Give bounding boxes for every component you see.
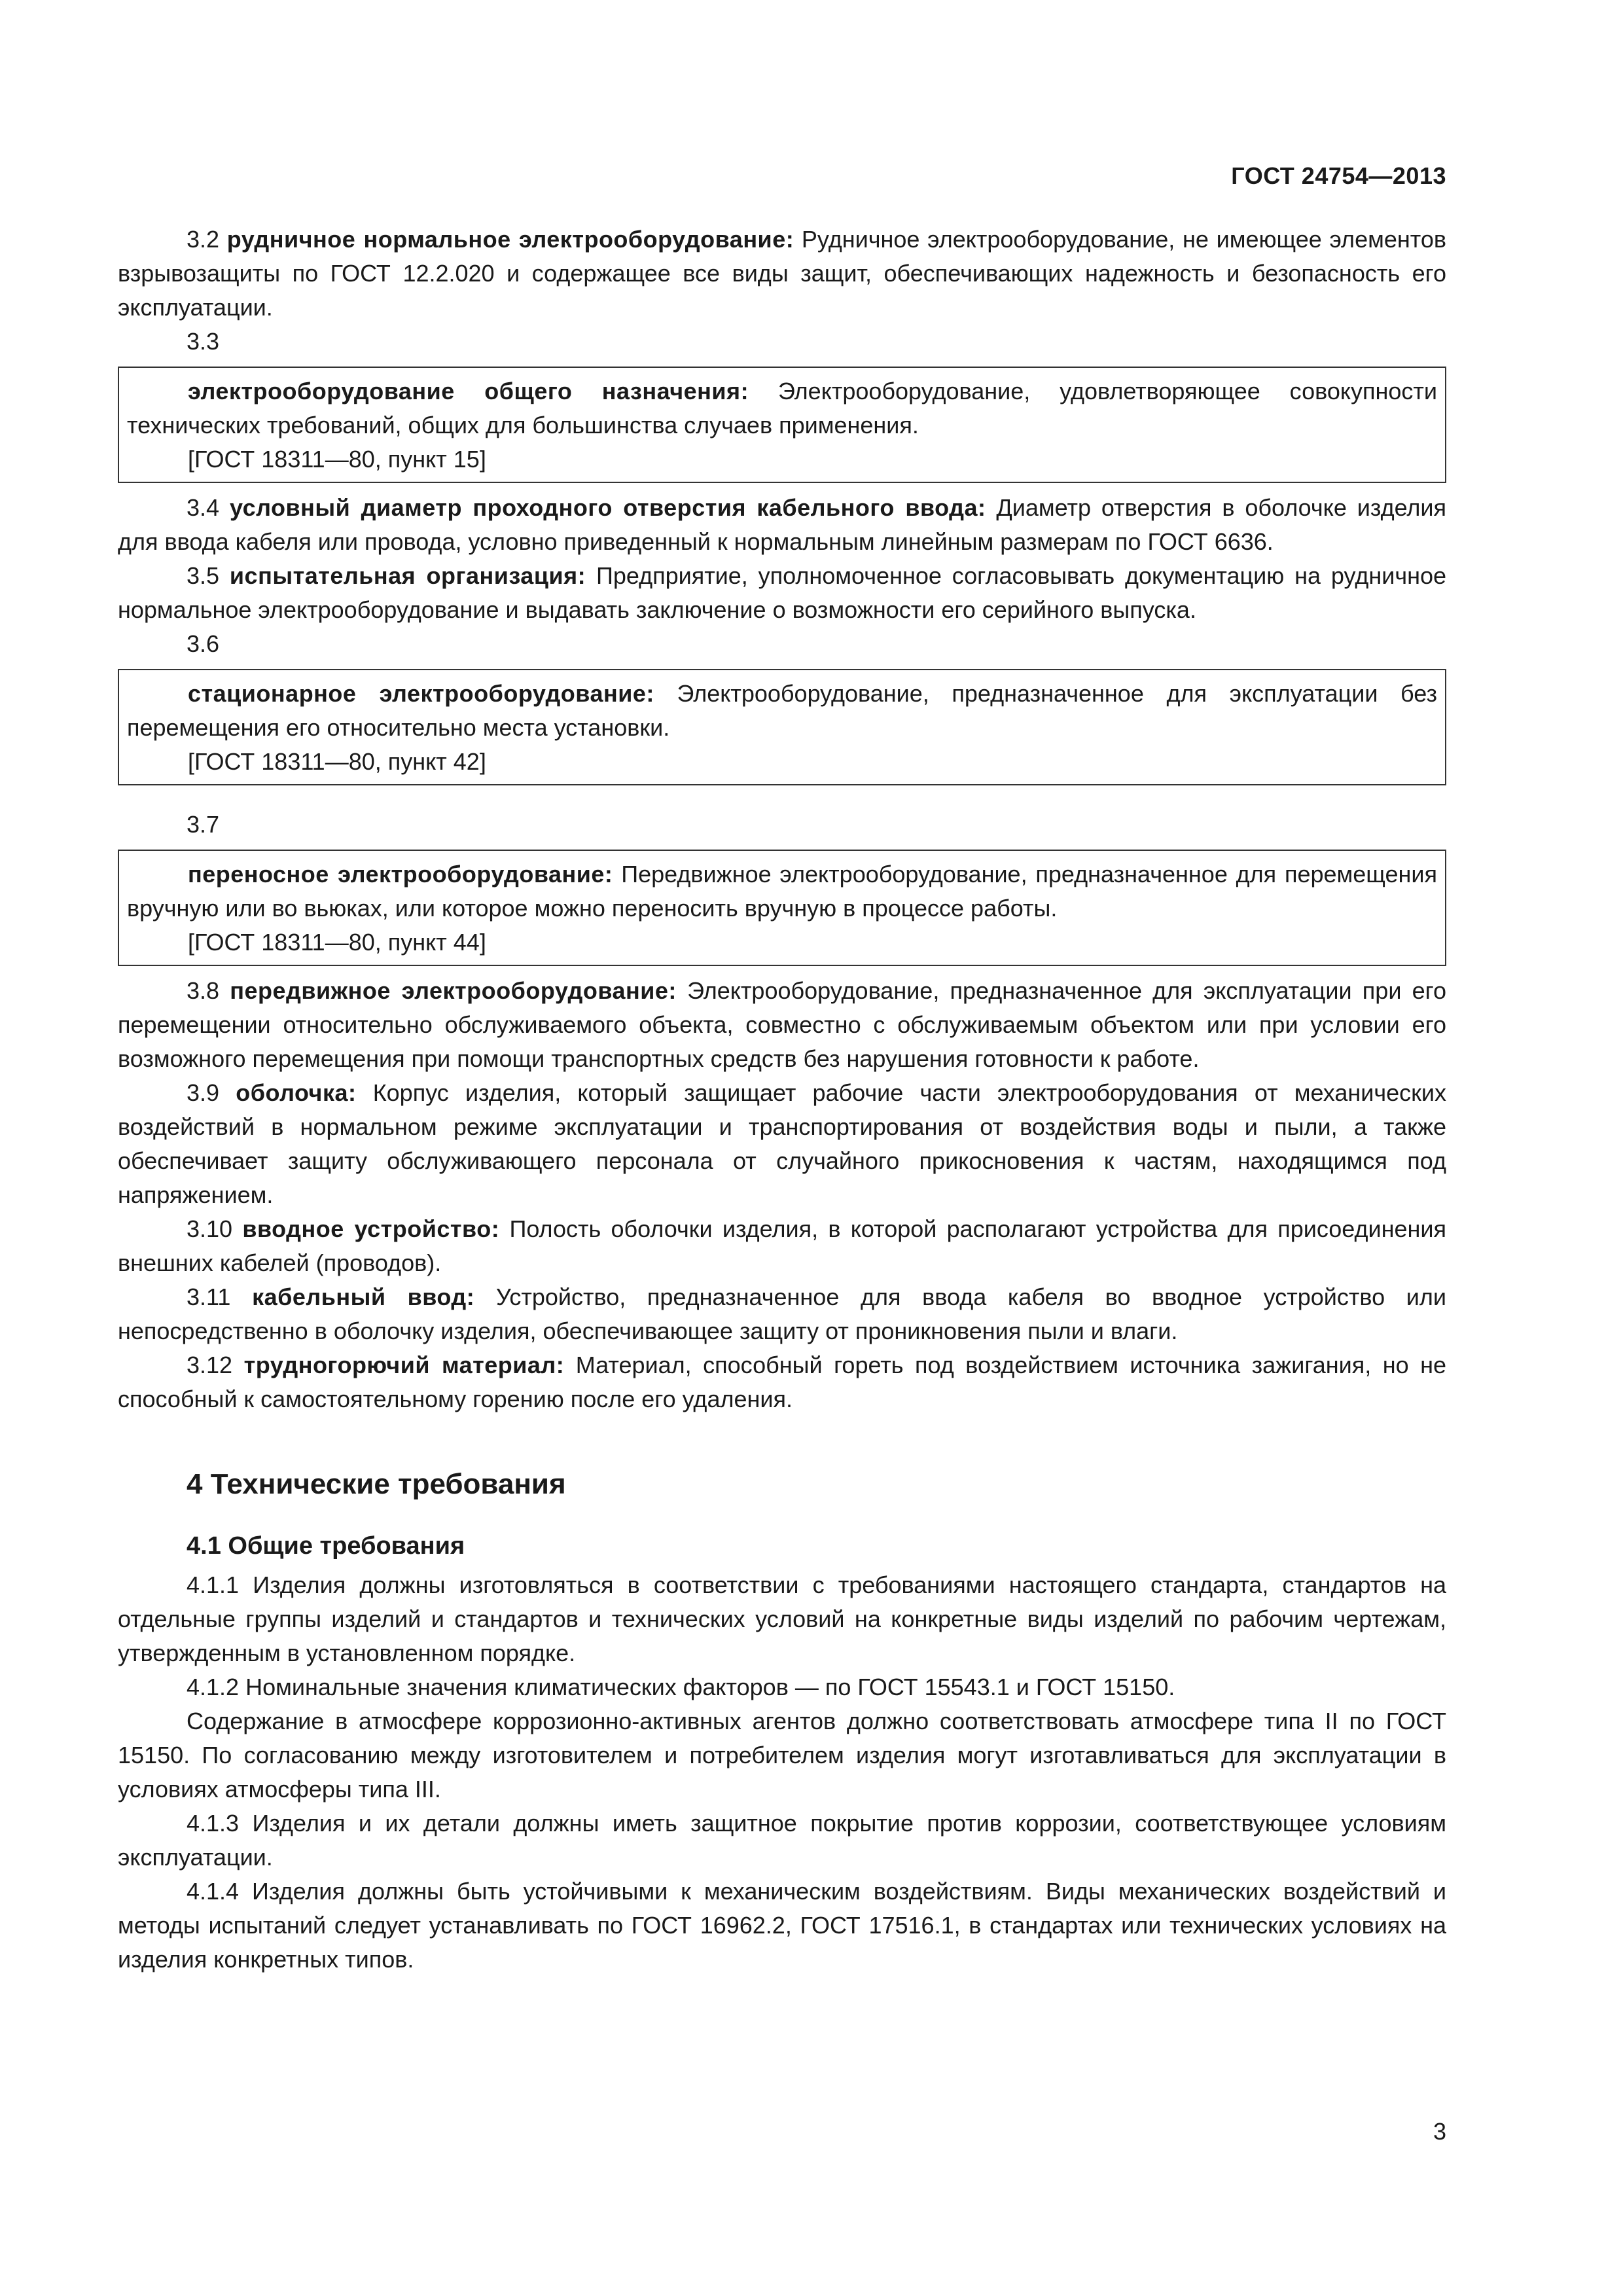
definition-3-7 bbox=[127, 857, 1437, 925]
definition-number: 3.9 bbox=[187, 1079, 220, 1106]
definition-source: [ГОСТ 18311—80, пункт 44] bbox=[188, 929, 486, 956]
section-title: 4 Технические требования bbox=[187, 1468, 566, 1500]
definition-source: [ГОСТ 18311—80, пункт 15] bbox=[188, 446, 486, 473]
document-body bbox=[118, 223, 1446, 1977]
definition-number-3-7: 3.7 bbox=[187, 811, 220, 838]
definition-number-3-3: 3.3 bbox=[187, 328, 220, 355]
definition-term: испытательная организация: bbox=[229, 562, 586, 589]
paragraph-4-1-4: 4.1.4 Изделия должны быть устойчивыми к механическим воздействиям. Виды механических воздействий и методы испытаний следует устанавливать по ГОСТ 16962.2, ГОСТ 17516.1, в стандартах или технических условиях на изделия конкретных типов. bbox=[118, 1878, 1446, 1973]
subsection-title: 4.1 Общие требования bbox=[187, 1532, 465, 1560]
definition-3-3 bbox=[127, 374, 1437, 442]
definition-text: Передвижное электрооборудование, предназначенное для перемещения вручную или во вьюках, или которое можно переносить вручную в процессе работы. bbox=[127, 861, 1438, 922]
definition-number: 3.11 bbox=[187, 1283, 231, 1310]
definition-box-3-6 bbox=[118, 669, 1446, 785]
definition-3-5 bbox=[118, 559, 1446, 627]
definition-text: Рудничное электрооборудование, не имеющее элементов взрывозащиты по ГОСТ 12.2.020 и содержащее все виды защит, обеспечивающих надежность и безопасность его эксплуатации. bbox=[118, 226, 1446, 321]
definition-term: условный диаметр проходного отверстия кабельного ввода: bbox=[229, 494, 986, 521]
definition-text: Устройство, предназначенное для ввода кабеля во вводное устройство или непосредственно в оболочку изделия, обеспечивающее защиту от проникновения пыли и влаги. bbox=[118, 1283, 1446, 1344]
definition-term: переносное электрооборудование: bbox=[188, 861, 613, 888]
paragraph-4-1-2: 4.1.2 Номинальные значения климатических факторов — по ГОСТ 15543.1 и ГОСТ 15150. bbox=[187, 1674, 1175, 1700]
definition-box-3-3 bbox=[118, 367, 1446, 483]
definition-term: передвижное электрооборудование: bbox=[230, 977, 677, 1004]
definition-text: Предприятие, уполномоченное согласовывать документацию на рудничное нормальное электрооборудование и выдавать заключение о возможности его серийного выпуска. bbox=[118, 562, 1446, 623]
definition-3-2 bbox=[118, 223, 1446, 325]
definition-term: электрооборудование общего назначения: bbox=[188, 378, 749, 404]
definition-term: рудничное нормальное электрооборудование: bbox=[226, 226, 794, 253]
definition-3-4 bbox=[118, 491, 1446, 559]
paragraph-4-1-2-continued: Содержание в атмосфере коррозионно-активных агентов должно соответствовать атмосфере типа II по ГОСТ 15150. По согласованию между изготовителем и потребителем изделия могут изготавливаться для эксплуатации в условиях атмосферы типа III. bbox=[118, 1708, 1446, 1803]
definition-term: трудногорючий материал: bbox=[243, 1352, 565, 1378]
definition-3-10 bbox=[118, 1212, 1446, 1280]
definition-3-9 bbox=[118, 1076, 1446, 1212]
definition-term: оболочка: bbox=[236, 1079, 357, 1106]
definition-number: 3.8 bbox=[187, 977, 220, 1004]
definition-3-8 bbox=[118, 974, 1446, 1076]
definition-number: 3.4 bbox=[187, 494, 220, 521]
definition-text: Электрооборудование, предназначенное для эксплуатации при его перемещении относительно обслуживаемого объекта, совместно с обслуживаемым объектом или при условии его возможного перемещения при помощи транспортных средств без нарушения готовности к работе. bbox=[118, 977, 1446, 1072]
definition-text: Электрооборудование, предназначенное для эксплуатации без перемещения его относительно места установки. bbox=[127, 680, 1438, 741]
definition-3-11 bbox=[118, 1280, 1446, 1348]
paragraph-4-1-3: 4.1.3 Изделия и их детали должны иметь защитное покрытие против коррозии, соответствующее условиям эксплуатации. bbox=[118, 1810, 1446, 1871]
definition-number: 3.2 bbox=[187, 226, 220, 253]
document-code-header: ГОСТ 24754—2013 bbox=[1231, 162, 1446, 189]
definition-3-12 bbox=[118, 1348, 1446, 1416]
definition-number: 3.10 bbox=[187, 1215, 233, 1242]
definition-text: Полость оболочки изделия, в которой располагают устройства для присоединения внешних кабелей (проводов). bbox=[118, 1215, 1446, 1276]
paragraph-4-1-1: 4.1.1 Изделия должны изготовляться в соответствии с требованиями настоящего стандарта, стандартов на отдельные группы изделий и стандартов и технических условий на конкретные виды изделий по рабочим чертежам, утвержденным в установленном порядке. bbox=[118, 1571, 1446, 1666]
definition-term: стационарное электрооборудование: bbox=[188, 680, 654, 707]
definition-number-3-6: 3.6 bbox=[187, 630, 220, 657]
definition-term: кабельный ввод: bbox=[252, 1283, 475, 1310]
definition-number: 3.12 bbox=[187, 1352, 233, 1378]
definition-text: Корпус изделия, который защищает рабочие части электрооборудования от механических воздействий в нормальном режиме эксплуатации и транспортирования от воздействия воды и пыли, а также обеспечивает защиту обслуживающего персонала от случайного прикосновения к частям, находящимся под напряжением. bbox=[118, 1079, 1446, 1208]
definition-term: вводное устройство: bbox=[242, 1215, 500, 1242]
definition-text: Диаметр отверстия в оболочке изделия для ввода кабеля или провода, условно приведенный к нормальным линейным размерам по ГОСТ 6636. bbox=[118, 494, 1447, 555]
definition-box-3-7 bbox=[118, 850, 1446, 966]
definition-text: Электрооборудование, удовлетворяющее совокупности технических требований, общих для большинства случаев применения. bbox=[127, 378, 1437, 439]
definition-source: [ГОСТ 18311—80, пункт 42] bbox=[188, 748, 486, 775]
definition-number: 3.5 bbox=[187, 562, 220, 589]
page-number: 3 bbox=[1433, 2118, 1446, 2145]
definition-3-6 bbox=[127, 677, 1437, 745]
definition-text: Материал, способный гореть под воздействием источника зажигания, но не способный к самостоятельному горению после его удаления. bbox=[118, 1352, 1446, 1412]
